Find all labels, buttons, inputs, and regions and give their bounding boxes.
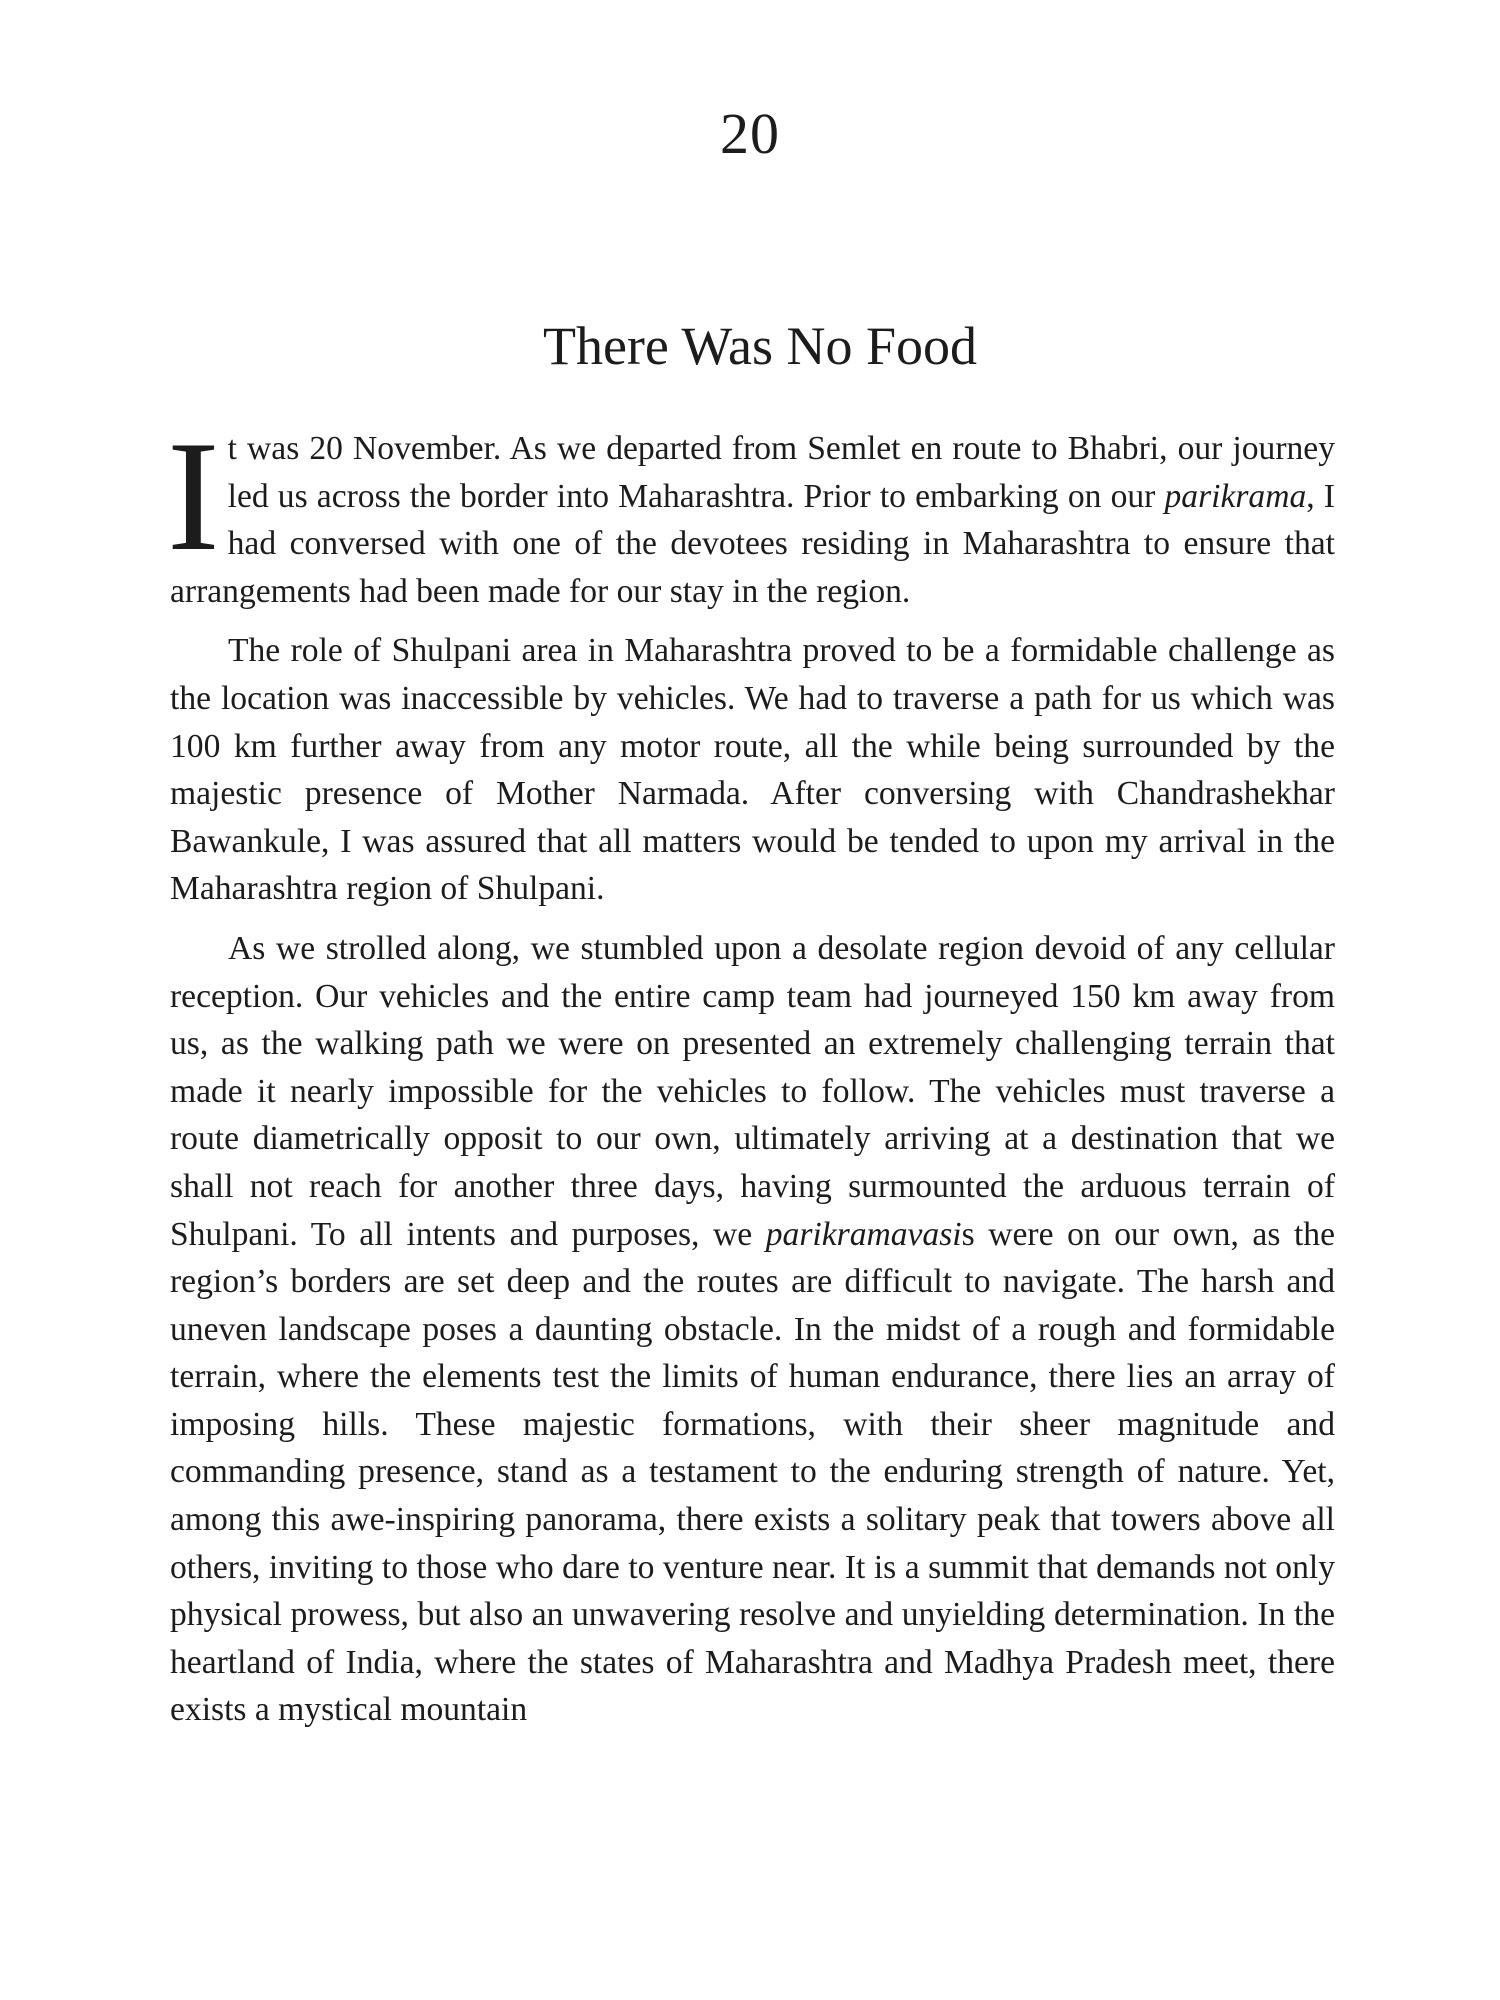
drop-cap: I [167,409,220,584]
paragraph-3-text-a: As we strolled along, we stumbled upon a desolate region devoid of any cellular reception. Our vehicles and the entire camp team had journeyed 150 km away from us, as the walking path we were on presented an extremely challenging terrain that made it nearly impossible for the vehicles to follow. The vehicles must traverse a route diametrically opposit to our own, ultimately arriving at a destination that we shall not reach for another three days, having surmounted the arduous terrain of Shulpani. To all intents and purposes, we [170,929,1335,1253]
paragraph-1-text-b: , I had conversed with one of the devotees residing in Maharashtra to ensure that arrangements had been made for our stay in the region. [170,477,1335,610]
chapter-body [167,409,1335,1746]
chapter-number: 20 [720,101,780,166]
paragraph-3-italic: parikramavasi [765,1215,962,1253]
paragraph-1-italic: parikrama [1164,477,1307,515]
paragraph-1 [167,409,1335,615]
paragraph-2: The role of Shulpani area in Maharashtra proved to be a formidable challenge as the location was inaccessible by vehicles. We had to traverse a path for us which was 100 km further away from any motor route, all the while being surrounded by the majestic presence of Mother Narmada. After conversing with Chandrashekhar Bawankule, I was assured that all matters would be tended to upon my arrival in the Maharashtra region of Shulpani. [170,632,1335,908]
paragraph-1-text-a: t was 20 November. As we departed from Semlet en route to Bhabri, our journey led us across the border into Maharashtra. Prior to embarking on our [227,430,1335,515]
paragraph-3 [170,925,1335,1734]
chapter-title: There Was No Food [542,316,978,376]
paragraph-3-text-b: s were on our own, as the region’s borders are set deep and the routes are difficult to navigate. The harsh and uneven landscape poses a daunting obstacle. In the midst of a rough and formidable terrain, where the elements test the limits of human endurance, there lies an array of imposing hills. These majestic formations, with their sheer magnitude and commanding presence, stand as a testament to the enduring strength of nature. Yet, among this awe-inspiring panorama, there exists a solitary peak that towers above all others, inviting to those who dare to venture near. It is a summit that demands not only physical prowess, but also an unwavering resolve and unyielding determination. In the heartland of India, where the states of Maharashtra and Madhya Pradesh meet, there exists a mystical mountain [170,1215,1335,1729]
